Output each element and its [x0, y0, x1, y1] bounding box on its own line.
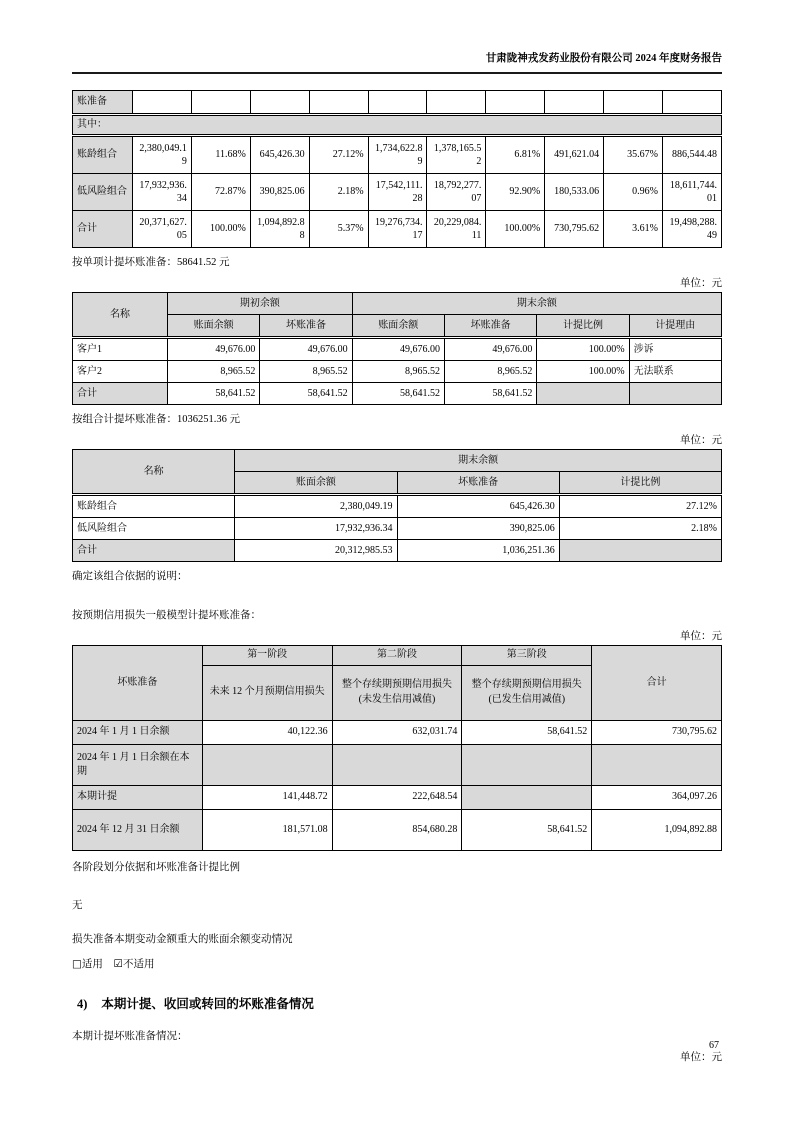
table-cell: 3.61%	[604, 211, 663, 248]
table-cell: 730,795.62	[592, 720, 722, 744]
column-header: 整个存续期预期信用损失(已发生信用减值)	[462, 665, 592, 720]
section-heading	[72, 994, 722, 1012]
row-label: 客户1	[73, 338, 168, 361]
table-cell: 27.12%	[309, 136, 368, 174]
column-header: 账面余额	[352, 315, 444, 338]
unit-label: 单位：元	[680, 630, 722, 642]
applicability-options	[72, 956, 722, 971]
table-header-row	[73, 450, 722, 472]
document-header-title: 甘肃陇神戎发药业股份有限公司 2024 年度财务报告	[72, 50, 722, 74]
column-header: 名称	[73, 450, 235, 495]
group-basis-note: 确定该组合依据的说明：	[72, 571, 188, 583]
table-cell: 40,122.36	[202, 720, 332, 744]
column-header: 未来 12 个月预期信用损失	[202, 665, 332, 720]
checkbox-checked-icon: ☑	[113, 958, 123, 971]
table-cell: 19,276,734.17	[368, 211, 427, 248]
checkbox-unchecked-icon: □	[72, 958, 82, 971]
unit-label: 单位：元	[680, 278, 722, 290]
table-cell: 18,611,744.01	[663, 174, 722, 211]
table-cell	[486, 91, 545, 115]
table-cell: 2,380,049.19	[235, 495, 397, 518]
table-cell: 18,792,277.07	[427, 174, 486, 211]
table-cell: 180,533.06	[545, 174, 604, 211]
table-cell: 886,544.48	[663, 136, 722, 174]
row-label: 账龄组合	[73, 136, 133, 174]
single-item-provision-note: 按单项计提坏账准备：58641.52 元	[72, 257, 230, 268]
among-which-label: 其中：	[73, 115, 722, 136]
column-header: 计提理由	[629, 315, 721, 338]
ecl-model-note: 按预期信用损失一般模型计提坏账准备：	[72, 609, 261, 621]
row-label: 账准备	[73, 91, 133, 115]
table-cell: 8,965.52	[444, 361, 536, 383]
table-header-row	[73, 293, 722, 315]
table-cell	[592, 744, 722, 785]
row-label: 合计	[73, 540, 235, 562]
column-header: 坏账准备	[260, 315, 352, 338]
table-cell	[604, 91, 663, 115]
not-applicable-label: 不适用	[122, 959, 155, 971]
table-row	[73, 720, 722, 744]
current-provision-note: 本期计提坏账准备情况：	[72, 1031, 188, 1043]
table-cell: 491,621.04	[545, 136, 604, 174]
column-header: 合计	[592, 645, 722, 720]
table-cell: 49,676.00	[444, 338, 536, 361]
column-header: 坏账准备	[397, 472, 559, 495]
individual-provision-table	[72, 292, 722, 405]
table-row	[73, 115, 722, 136]
table-cell: 1,378,165.52	[427, 136, 486, 174]
table-cell: 1,036,251.36	[397, 540, 559, 562]
table-cell: 100.00%	[486, 211, 545, 248]
table-cell	[250, 91, 309, 115]
table-cell: 0.96%	[604, 174, 663, 211]
column-header: 期末余额	[235, 450, 722, 472]
applicable-label: 适用	[81, 959, 103, 971]
column-header: 计提比例	[559, 472, 721, 495]
table-row	[73, 785, 722, 809]
table-cell	[629, 383, 721, 405]
table-cell: 49,676.00	[352, 338, 444, 361]
table-cell: 20,371,627.05	[133, 211, 192, 248]
row-label: 2024 年 1 月 1 日余额	[73, 720, 203, 744]
column-header: 整个存续期预期信用损失(未发生信用减值)	[332, 665, 462, 720]
table-row	[73, 518, 722, 540]
row-label: 本期计提	[73, 785, 203, 809]
column-header: 坏账准备	[444, 315, 536, 338]
table-cell: 5.37%	[309, 211, 368, 248]
table-cell: 645,426.30	[250, 136, 309, 174]
table-cell	[537, 383, 629, 405]
table-cell: 27.12%	[559, 495, 721, 518]
table-cell: 854,680.28	[332, 809, 462, 850]
row-label: 2024 年 12 月 31 日余额	[73, 809, 203, 850]
table-cell: 730,795.62	[545, 211, 604, 248]
table-cell: 58,641.52	[462, 809, 592, 850]
portfolio-provision-table	[72, 449, 722, 562]
row-label: 低风险组合	[73, 174, 133, 211]
table-cell: 58,641.52	[444, 383, 536, 405]
table-row	[73, 361, 722, 383]
group-provision-note: 按组合计提坏账准备：1036251.36 元	[72, 414, 240, 426]
column-header: 第二阶段	[332, 645, 462, 665]
table-cell: 无法联系	[629, 361, 721, 383]
section-heading-text: 本期计提、收回或转回的坏账准备情况	[101, 997, 314, 1012]
table-cell: 涉诉	[629, 338, 721, 361]
unit-label: 单位：元	[680, 435, 722, 447]
table-cell: 181,571.08	[202, 809, 332, 850]
table-cell: 1,094,892.88	[592, 809, 722, 850]
table-cell: 100.00%	[537, 338, 629, 361]
table-cell: 19,498,288.49	[663, 211, 722, 248]
table-cell: 92.90%	[486, 174, 545, 211]
table-cell: 1,734,622.89	[368, 136, 427, 174]
table-cell: 6.81%	[486, 136, 545, 174]
table-row	[73, 136, 722, 174]
table-cell: 141,448.72	[202, 785, 332, 809]
table-cell: 100.00%	[537, 361, 629, 383]
table-cell: 35.67%	[604, 136, 663, 174]
table-cell	[545, 91, 604, 115]
table-cell	[462, 785, 592, 809]
table-cell: 2.18%	[309, 174, 368, 211]
table-cell: 58,641.52	[168, 383, 260, 405]
table-cell: 8,965.52	[260, 361, 352, 383]
checkbox-not-applicable	[114, 959, 155, 970]
column-header: 第三阶段	[462, 645, 592, 665]
table-cell	[462, 744, 592, 785]
unit-label: 单位：元	[680, 1052, 722, 1064]
table-cell	[663, 91, 722, 115]
column-header: 账面余额	[235, 472, 397, 495]
table-row	[73, 744, 722, 785]
table-cell	[191, 91, 250, 115]
table-cell: 58,641.52	[462, 720, 592, 744]
table-cell: 49,676.00	[168, 338, 260, 361]
table-cell: 17,542,111.28	[368, 174, 427, 211]
column-header: 期末余额	[352, 293, 721, 315]
table-cell: 11.68%	[191, 136, 250, 174]
table-cell: 1,094,892.88	[250, 211, 309, 248]
page-number: 67	[709, 1040, 719, 1051]
table-header-row	[73, 315, 722, 338]
table-cell	[427, 91, 486, 115]
table-cell: 58,641.52	[352, 383, 444, 405]
table-cell: 58,641.52	[260, 383, 352, 405]
column-header: 计提比例	[537, 315, 629, 338]
table-header-row	[73, 645, 722, 665]
table-cell: 72.87%	[191, 174, 250, 211]
checkbox-applicable	[72, 959, 103, 970]
table-cell: 222,648.54	[332, 785, 462, 809]
table-cell: 8,965.52	[352, 361, 444, 383]
table-cell: 390,825.06	[397, 518, 559, 540]
table-row	[73, 211, 722, 248]
table-row	[73, 540, 722, 562]
table-row	[73, 383, 722, 405]
table-row	[73, 495, 722, 518]
table-cell: 17,932,936.34	[133, 174, 192, 211]
row-label: 客户2	[73, 361, 168, 383]
table-cell: 20,312,985.53	[235, 540, 397, 562]
row-label: 2024 年 1 月 1 日余额在本期	[73, 744, 203, 785]
table-cell	[133, 91, 192, 115]
column-header: 名称	[73, 293, 168, 338]
table-row	[73, 338, 722, 361]
table-cell: 2.18%	[559, 518, 721, 540]
table-cell: 390,825.06	[250, 174, 309, 211]
table-cell: 645,426.30	[397, 495, 559, 518]
table-cell: 364,097.26	[592, 785, 722, 809]
row-label: 低风险组合	[73, 518, 235, 540]
row-label: 合计	[73, 211, 133, 248]
table-cell: 20,229,084.11	[427, 211, 486, 248]
stage-basis-note: 各阶段划分依据和坏账准备计提比例	[72, 861, 240, 873]
section-heading-number: 4)	[77, 997, 88, 1012]
column-header: 第一阶段	[202, 645, 332, 665]
table-row	[73, 174, 722, 211]
table-cell	[202, 744, 332, 785]
column-header: 坏账准备	[73, 645, 203, 720]
row-label: 账龄组合	[73, 495, 235, 518]
none-text: 无	[72, 899, 83, 911]
table-cell	[368, 91, 427, 115]
table-cell: 49,676.00	[260, 338, 352, 361]
table-cell	[559, 540, 721, 562]
table-cell: 8,965.52	[168, 361, 260, 383]
table-cell: 17,932,936.34	[235, 518, 397, 540]
ecl-model-table	[72, 645, 722, 851]
column-header: 期初余额	[168, 293, 353, 315]
row-label: 合计	[73, 383, 168, 405]
table-row	[73, 809, 722, 850]
table-row	[73, 91, 722, 115]
table-cell	[309, 91, 368, 115]
column-header: 账面余额	[168, 315, 260, 338]
provision-continuation-table	[72, 90, 722, 248]
table-cell	[332, 744, 462, 785]
loss-change-note: 损失准备本期变动金额重大的账面余额变动情况	[72, 934, 293, 946]
table-cell: 100.00%	[191, 211, 250, 248]
table-cell: 632,031.74	[332, 720, 462, 744]
table-cell: 2,380,049.19	[133, 136, 192, 174]
